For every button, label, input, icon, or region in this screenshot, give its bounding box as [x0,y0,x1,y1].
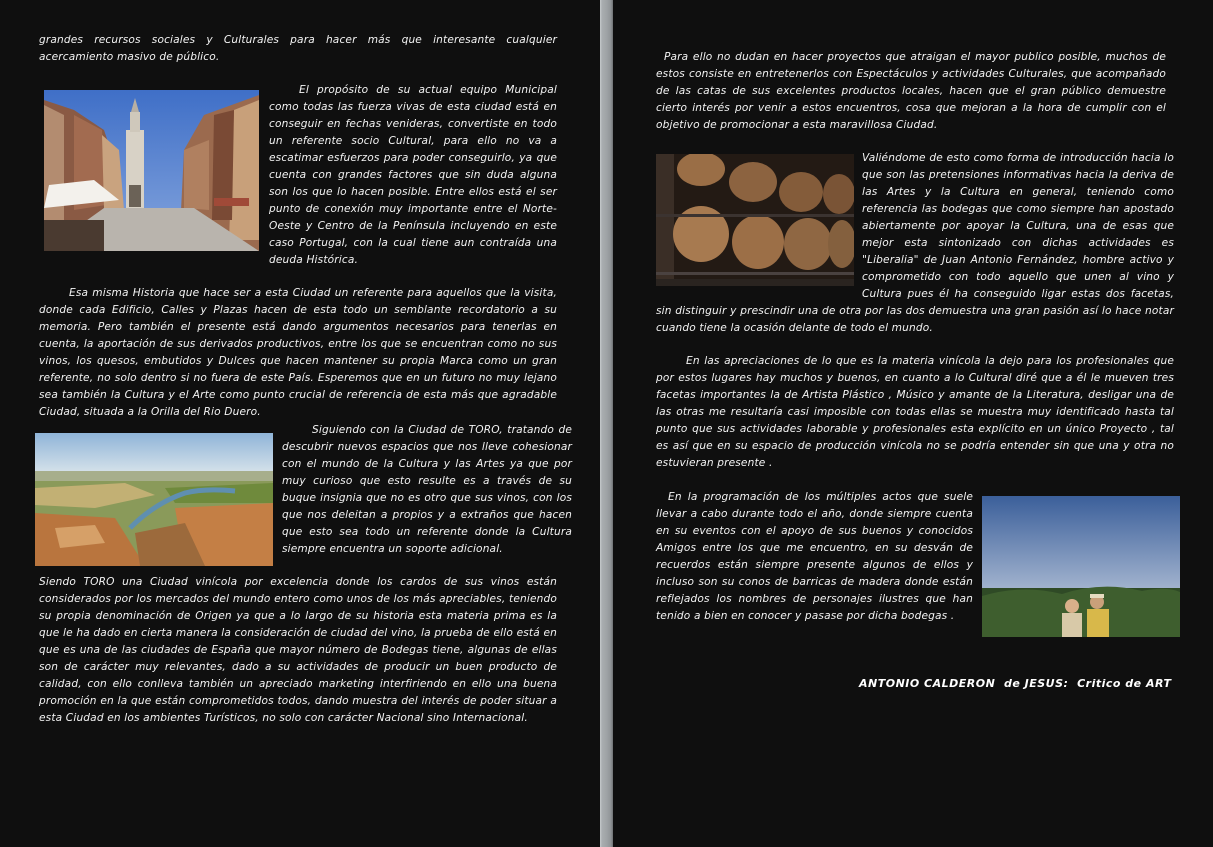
photo-vineyard-people [982,496,1180,637]
author-signature: ANTONIO CALDERON de JESUS: Critico de ART [859,677,1172,690]
paragraph-liberalia [656,150,1174,337]
paragraph-intro: grandes recursos sociales y Culturales para hacer más que interesante cualquier acercamiento masivo de público. [39,34,557,63]
paragraph-historia: Esa misma Historia que hace ser a esta Ciudad un referente para aquellos que la visita, donde cada Edificio, Calles y Plazas hacen de esta todo un semblante recordatorio a su memoria. Pero también el presente está dando argumentos necesarios para tenerlas en cuenta, la aportación de sus derivados productivos, entre los que se encuentran como no sus vinos, los quesos, embutidos y Dulces que hacen mantener su propia Marca como un gran referente, no solo dentro si no fuera de este País. Esperemos que en un futuro no muy lejano sea también la Cultura y el Arte como punto crucial de referencia de esta más que agradable Ciudad, situada a la Orilla del Rio Duero. [39,287,557,418]
paragraph-toro: Siguiendo con la Ciudad de TORO, tratando de descubrir nuevos espacios que nos lleve cohesionar con el mundo de la Cultura y las Artes ya que por muy curioso que esto resulte es a través de su buque insignia que no es otro que sus vinos, con los que nos deleitan a propios y a extraños que hacen que esto sea todo un referente donde la Cultura siempre encuentra un soporte adicional. [282,424,572,555]
paragraph-proyectos: Para ello no dudan en hacer proyectos que atraigan el mayor publico posible, muchos de estos consiste en entretenerlos con Espectáculos y actividades Culturales, que acompañado de las catas de sus excelentes productos locales, hacen que el gran público demuestre cierto interés por venir a estos encuentros, cosa que mejoran a la hora de cumplir con el objetivo de promocionar a esta maravillosa Ciudad. [656,51,1166,131]
image-float-spacer [656,150,862,288]
paragraph-programacion: En la programación de los múltiples actos que suele llevar a cabo durante todo el año, donde siempre cuenta en su eventos con el apoyo de sus buenos y conocidos Amigos entre los que me encuentro, en su desván de recuerdos están siempre presente algunos de ellos y incluso son su conos de barricas de madera donde están reflejados los nombres de personajes ilustres que han tenido a bien en conocer y pasase por dicha bodegas . [656,491,973,622]
paragraph-vinicola: Siendo TORO una Ciudad vinícola por excelencia donde los cardos de sus vinos están considerados por los mercados del mundo entero como unos de los más apreciables, teniendo su propia denominación de Origen ya que a lo largo de su historia esta materia prima es la que le ha dado en cierta manera la consideración de ciudad del vino, la prueba de ello está en que es una de las ciudades de España que mayor número de Bodegas tiene, algunas de ellas son de carácter muy relevantes, dado a su actividades de producir un buen producto de calidad, con ello conlleva también un apreciado marketing interfiriendo en ello una buena promoción en la que están comprometidos todos, dando muestra del interés de poder situar a esta Ciudad en los ambientes Turísticos, no solo con carácter Nacional sino Internacional. [39,576,557,724]
photo-duero-river-landscape [35,433,273,566]
paragraph-apreciaciones: En las apreciaciones de lo que es la materia vinícola la dejo para los profesionales que por estos lugares hay muchos y buenos, en cuanto a lo Cultural diré que a él le mueven tres facetas importantes la de Artista Plástico , Músico y amante de la Literatura, desligar una de las otras me resultaría casi imposible con todas ellas se muestra muy identificado hasta tal punto que sus actividades laborable y profesionales esta explícito en un único Proyecto , tal es así que en su espacio de producción vinícola no se podría entender sin que una y otra no estuvieran presente . [656,355,1174,469]
left-page [0,0,600,847]
paragraph-municipal: El propósito de su actual equipo Municipal como todas las fuerza vivas de esta ciudad está en conseguir en fechas venideras, convertiste en todo un referente socio Cultural, para ello no va a escatimar esfuerzos para poder conseguirlo, ya que cuenta con grandes factores que sin duda alguna son los que lo hacen posible. Entre ellos está el ser punto de conexión muy importante entre el Norte- Oeste y Centro de la Península incluyendo en este caso Portugal, con la cual tiene aun contraída una deuda Histórica. [269,84,557,266]
page-gutter-divider [600,0,613,847]
right-page [613,0,1213,847]
paragraph-liberalia-text: Valiéndome de esto como forma de introducción hacia lo que son las pretensiones informativas hacia la deriva de las Artes y la Cultura en general, teniendo como referencia las bodegas que como siempre han apostado abiertamente por apoyar la Cultura, una de esas que mejor esta sintonizado con dichas actividades es "Liberalia" de Juan Antonio Fernández, hombre activo y comprometido con todo aquello que unen al vino y Cultura pues él ha conseguido ligar estas dos facetas, sin distinguir y prescindir una de otra por las dos demuestra una gran pasión así lo hace notar cuando tiene la ocasión delante de todo el mundo. [656,152,1174,334]
photo-toro-street-clock-tower [44,90,259,251]
